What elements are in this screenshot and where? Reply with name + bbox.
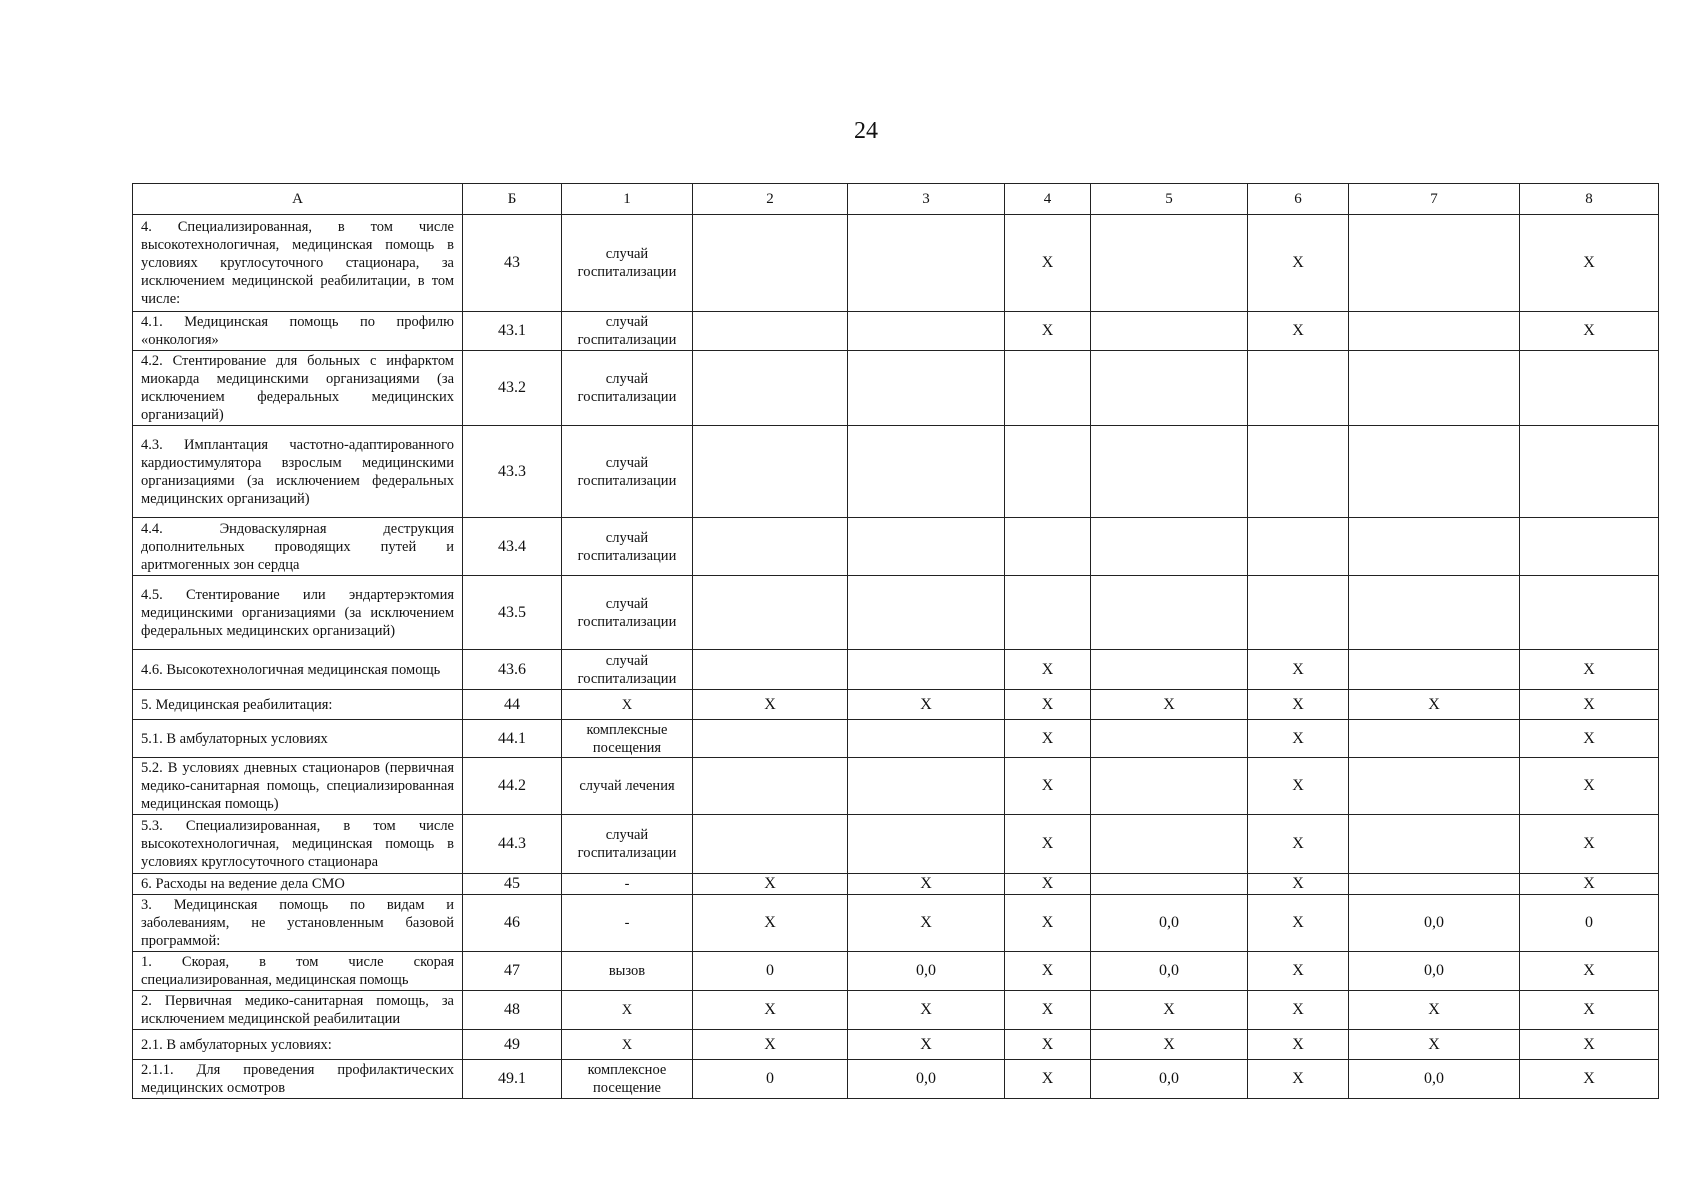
value-cell: Х: [848, 895, 1005, 952]
value-cell: Х: [1091, 1030, 1248, 1060]
table-row: [133, 815, 1659, 874]
unit-cell: вызов: [562, 952, 693, 991]
table-row: [133, 1060, 1659, 1099]
value-cell: Х: [1520, 815, 1659, 874]
header-cell: 6: [1248, 184, 1349, 215]
value-cell: Х: [1005, 312, 1091, 351]
table-row: [133, 874, 1659, 895]
header-row: [133, 184, 1659, 215]
header-cell: 7: [1349, 184, 1520, 215]
table-row: [133, 576, 1659, 650]
row-code-cell: 43.5: [463, 576, 562, 650]
value-cell: [1005, 518, 1091, 576]
value-cell: Х: [1005, 650, 1091, 690]
value-cell: Х: [1005, 952, 1091, 991]
value-cell: [848, 518, 1005, 576]
value-cell: 0,0: [848, 1060, 1005, 1099]
value-cell: [1091, 874, 1248, 895]
value-cell: Х: [1520, 758, 1659, 815]
value-cell: [1349, 351, 1520, 426]
value-cell: Х: [693, 690, 848, 720]
value-cell: Х: [1005, 1060, 1091, 1099]
header-cell: 8: [1520, 184, 1659, 215]
value-cell: [1349, 576, 1520, 650]
row-label-cell: 5.2. В условиях дневных стационаров (первичная медико-санитарная помощь, специализированная медицинская помощь): [133, 758, 463, 815]
table-row: [133, 650, 1659, 690]
row-code-cell: 43.6: [463, 650, 562, 690]
value-cell: [848, 426, 1005, 518]
value-cell: 0,0: [1091, 1060, 1248, 1099]
value-cell: 0,0: [1091, 895, 1248, 952]
value-cell: [1005, 351, 1091, 426]
value-cell: Х: [1248, 952, 1349, 991]
value-cell: [1005, 426, 1091, 518]
table-row: [133, 720, 1659, 758]
value-cell: Х: [1520, 215, 1659, 312]
value-cell: [1091, 426, 1248, 518]
row-code-cell: 49.1: [463, 1060, 562, 1099]
value-cell: [1520, 518, 1659, 576]
header-cell: 2: [693, 184, 848, 215]
value-cell: [848, 312, 1005, 351]
value-cell: [1091, 720, 1248, 758]
value-cell: Х: [1248, 1060, 1349, 1099]
value-cell: Х: [1520, 991, 1659, 1030]
row-label-cell: 4.5. Стентирование или эндартерэктомия медицинскими организациями (за исключением федеральных медицинских организаций): [133, 576, 463, 650]
value-cell: 0,0: [1091, 952, 1248, 991]
row-label-cell: 4.3. Имплантация частотно-адаптированного кардиостимулятора взрослым медицинскими организациями (за исключением федеральных медицинских организаций): [133, 426, 463, 518]
row-code-cell: 46: [463, 895, 562, 952]
value-cell: [1520, 576, 1659, 650]
value-cell: [848, 720, 1005, 758]
value-cell: 0: [693, 952, 848, 991]
row-code-cell: 43.3: [463, 426, 562, 518]
row-code-cell: 48: [463, 991, 562, 1030]
value-cell: [848, 650, 1005, 690]
unit-cell: случай госпитализации: [562, 650, 693, 690]
data-table: [132, 183, 1659, 1099]
value-cell: Х: [1005, 874, 1091, 895]
value-cell: 0,0: [1349, 1060, 1520, 1099]
value-cell: [1349, 312, 1520, 351]
value-cell: Х: [1349, 991, 1520, 1030]
row-label-cell: 2. Первичная медико-санитарная помощь, за исключением медицинской реабилитации: [133, 991, 463, 1030]
value-cell: [1091, 312, 1248, 351]
value-cell: Х: [1520, 1060, 1659, 1099]
value-cell: Х: [1005, 991, 1091, 1030]
unit-cell: Х: [562, 1030, 693, 1060]
value-cell: 0,0: [848, 952, 1005, 991]
value-cell: [1091, 576, 1248, 650]
value-cell: Х: [1005, 758, 1091, 815]
value-cell: [693, 815, 848, 874]
header-cell: 1: [562, 184, 693, 215]
value-cell: [1091, 351, 1248, 426]
table-row: [133, 991, 1659, 1030]
value-cell: Х: [1248, 874, 1349, 895]
value-cell: Х: [693, 874, 848, 895]
row-code-cell: 44: [463, 690, 562, 720]
row-code-cell: 47: [463, 952, 562, 991]
value-cell: [693, 576, 848, 650]
row-code-cell: 49: [463, 1030, 562, 1060]
value-cell: [1520, 426, 1659, 518]
row-code-cell: 45: [463, 874, 562, 895]
value-cell: [693, 215, 848, 312]
row-label-cell: 2.1.1. Для проведения профилактических медицинских осмотров: [133, 1060, 463, 1099]
value-cell: Х: [1248, 758, 1349, 815]
value-cell: 0: [1520, 895, 1659, 952]
value-cell: 0,0: [1349, 952, 1520, 991]
value-cell: [693, 720, 848, 758]
value-cell: [693, 312, 848, 351]
unit-cell: комплексные посещения: [562, 720, 693, 758]
value-cell: [1349, 815, 1520, 874]
row-label-cell: 4.2. Стентирование для больных с инфарктом миокарда медицинскими организациями (за исключением федеральных медицинских организаций): [133, 351, 463, 426]
value-cell: Х: [1248, 895, 1349, 952]
value-cell: Х: [1520, 312, 1659, 351]
value-cell: [1349, 426, 1520, 518]
value-cell: [1005, 576, 1091, 650]
table-row: [133, 1030, 1659, 1060]
row-label-cell: 6. Расходы на ведение дела СМО: [133, 874, 463, 895]
header-cell: 3: [848, 184, 1005, 215]
value-cell: Х: [1248, 690, 1349, 720]
value-cell: Х: [1005, 215, 1091, 312]
value-cell: Х: [693, 1030, 848, 1060]
unit-cell: случай госпитализации: [562, 351, 693, 426]
page-number: 24: [854, 118, 878, 144]
row-label-cell: 1. Скорая, в том числе скорая специализированная, медицинская помощь: [133, 952, 463, 991]
value-cell: Х: [1520, 720, 1659, 758]
value-cell: Х: [1248, 991, 1349, 1030]
row-label-cell: 4.1. Медицинская помощь по профилю «онкология»: [133, 312, 463, 351]
value-cell: [848, 215, 1005, 312]
value-cell: Х: [1005, 690, 1091, 720]
value-cell: Х: [1520, 952, 1659, 991]
value-cell: [1349, 518, 1520, 576]
table-row: [133, 895, 1659, 952]
value-cell: Х: [1248, 720, 1349, 758]
unit-cell: случай госпитализации: [562, 815, 693, 874]
value-cell: [1349, 874, 1520, 895]
unit-cell: случай госпитализации: [562, 518, 693, 576]
row-code-cell: 44.2: [463, 758, 562, 815]
row-label-cell: 4. Специализированная, в том числе высокотехнологичная, медицинская помощь в условиях круглосуточного стационара, за исключением медицинской реабилитации, в том числе:: [133, 215, 463, 312]
value-cell: Х: [1005, 895, 1091, 952]
value-cell: [1248, 576, 1349, 650]
value-cell: Х: [848, 874, 1005, 895]
row-label-cell: 5.1. В амбулаторных условиях: [133, 720, 463, 758]
value-cell: [1349, 720, 1520, 758]
row-label-cell: 5.3. Специализированная, в том числе высокотехнологичная, медицинская помощь в условиях круглосуточного стационара: [133, 815, 463, 874]
value-cell: 0,0: [1349, 895, 1520, 952]
header-cell: 5: [1091, 184, 1248, 215]
row-label-cell: 5. Медицинская реабилитация:: [133, 690, 463, 720]
value-cell: Х: [1248, 1030, 1349, 1060]
row-code-cell: 43: [463, 215, 562, 312]
table-row: [133, 312, 1659, 351]
value-cell: Х: [1248, 815, 1349, 874]
table-body: [133, 215, 1659, 1099]
value-cell: Х: [1005, 720, 1091, 758]
value-cell: [848, 351, 1005, 426]
value-cell: [1349, 650, 1520, 690]
value-cell: Х: [1349, 1030, 1520, 1060]
value-cell: Х: [693, 991, 848, 1030]
table-row: [133, 690, 1659, 720]
value-cell: Х: [1091, 690, 1248, 720]
table-row: [133, 426, 1659, 518]
value-cell: [848, 576, 1005, 650]
row-label-cell: 2.1. В амбулаторных условиях:: [133, 1030, 463, 1060]
value-cell: [1091, 518, 1248, 576]
value-cell: [1349, 758, 1520, 815]
value-cell: Х: [1248, 650, 1349, 690]
value-cell: [1520, 351, 1659, 426]
value-cell: [1248, 351, 1349, 426]
header-cell: А: [133, 184, 463, 215]
value-cell: [1349, 215, 1520, 312]
value-cell: Х: [1520, 690, 1659, 720]
row-code-cell: 43.1: [463, 312, 562, 351]
value-cell: Х: [1349, 690, 1520, 720]
value-cell: [848, 815, 1005, 874]
row-code-cell: 44.1: [463, 720, 562, 758]
value-cell: [693, 518, 848, 576]
value-cell: [693, 758, 848, 815]
unit-cell: Х: [562, 991, 693, 1030]
value-cell: [1248, 426, 1349, 518]
value-cell: Х: [1248, 312, 1349, 351]
value-cell: [848, 758, 1005, 815]
value-cell: Х: [1520, 874, 1659, 895]
unit-cell: случай госпитализации: [562, 312, 693, 351]
value-cell: [693, 426, 848, 518]
unit-cell: Х: [562, 690, 693, 720]
value-cell: Х: [693, 895, 848, 952]
value-cell: [693, 351, 848, 426]
value-cell: [1248, 518, 1349, 576]
value-cell: 0: [693, 1060, 848, 1099]
value-cell: [1091, 650, 1248, 690]
value-cell: Х: [848, 1030, 1005, 1060]
unit-cell: случай госпитализации: [562, 576, 693, 650]
value-cell: Х: [848, 690, 1005, 720]
value-cell: [1091, 758, 1248, 815]
value-cell: [1091, 215, 1248, 312]
value-cell: Х: [1248, 215, 1349, 312]
row-label-cell: 4.6. Высокотехнологичная медицинская помощь: [133, 650, 463, 690]
value-cell: Х: [1091, 991, 1248, 1030]
row-label-cell: 3. Медицинская помощь по видам и заболеваниям, не установленным базовой программой:: [133, 895, 463, 952]
value-cell: Х: [1005, 1030, 1091, 1060]
table-row: [133, 952, 1659, 991]
row-code-cell: 43.4: [463, 518, 562, 576]
value-cell: Х: [848, 991, 1005, 1030]
value-cell: [693, 650, 848, 690]
table-row: [133, 758, 1659, 815]
row-code-cell: 43.2: [463, 351, 562, 426]
value-cell: Х: [1520, 1030, 1659, 1060]
table-row: [133, 518, 1659, 576]
value-cell: [1091, 815, 1248, 874]
table-row: [133, 215, 1659, 312]
row-label-cell: 4.4. Эндоваскулярная деструкция дополнительных проводящих путей и аритмогенных зон сердца: [133, 518, 463, 576]
header-cell: 4: [1005, 184, 1091, 215]
unit-cell: случай лечения: [562, 758, 693, 815]
table-row: [133, 351, 1659, 426]
unit-cell: случай госпитализации: [562, 426, 693, 518]
unit-cell: комплексное посещение: [562, 1060, 693, 1099]
unit-cell: -: [562, 874, 693, 895]
unit-cell: случай госпитализации: [562, 215, 693, 312]
value-cell: Х: [1005, 815, 1091, 874]
header-cell: Б: [463, 184, 562, 215]
row-code-cell: 44.3: [463, 815, 562, 874]
value-cell: Х: [1520, 650, 1659, 690]
unit-cell: -: [562, 895, 693, 952]
